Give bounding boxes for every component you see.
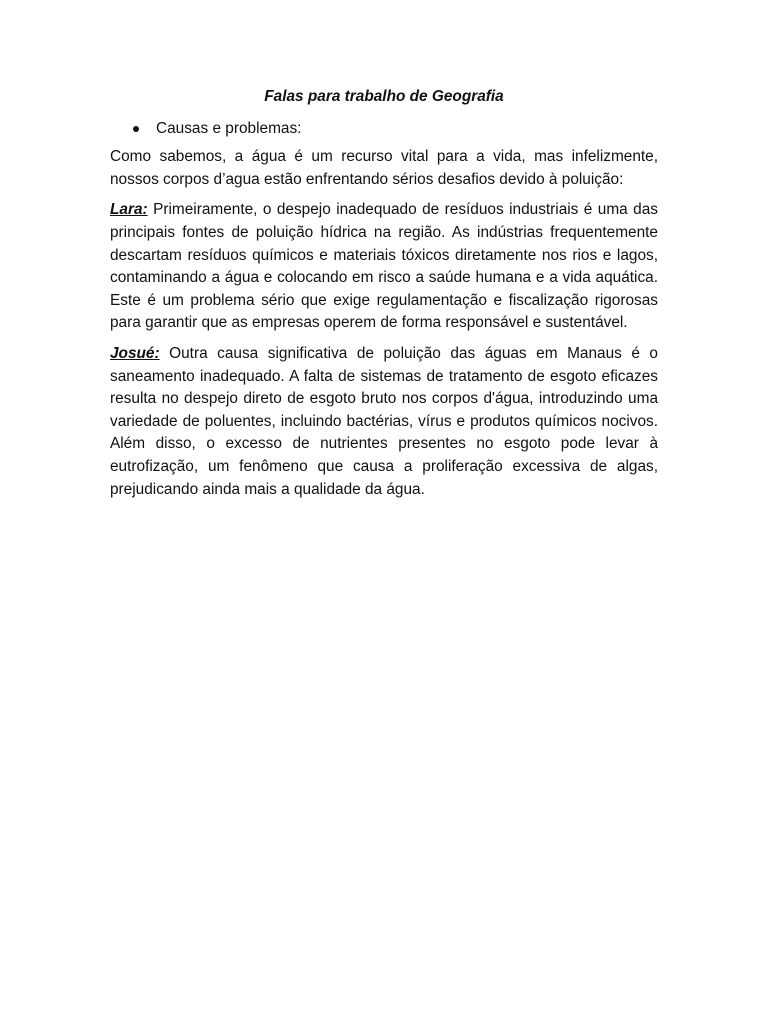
speech-text: Outra causa significativa de poluição das águas em Manaus é o saneamento inadequado. A falta de sistemas de tratamento de esgoto eficazes resulta no despejo direto de esgoto bruto nos corpos d'água, introduzindo uma variedade de poluentes, incluindo bactérias, vírus e produtos químicos nocivos. Além disso, o excesso de nutrientes presentes no esgoto pode levar à eutrofização, um fenômeno que causa a proliferação excessiva de algas, prejudicando ainda mais a qualidade da água.	[110, 344, 658, 498]
document-title: Falas para trabalho de Geografia	[264, 88, 504, 105]
document-content	[110, 86, 658, 509]
speaker-name-josue	[110, 345, 160, 362]
speech-paragraph-lara	[110, 199, 658, 335]
speaker-label: Josué	[110, 344, 155, 362]
bullet-text: Causas e problemas:	[156, 119, 302, 137]
intro-paragraph: Como sabemos, a água é um recurso vital para a vida, mas infelizmente, nossos corpos d’agua estão enfrentando sérios desafios devido à poluição:	[110, 148, 658, 188]
speech-text: Primeiramente, o despejo inadequado de resíduos industriais é uma das principais fontes de poluição hídrica na região. As indústrias frequentemente descartam resíduos químicos e materiais tóxicos diretamente nos rios e lagos, contaminando a água e colocando em risco a saúde humana e a vida aquática. Este é um problema sério que exige regulamentação e fiscalização rigorosas para garantir que as empresas operem de forma responsável e sustentável.	[110, 201, 658, 332]
speaker-label: Lara	[110, 201, 143, 219]
speaker-separator: :	[154, 344, 160, 362]
speaker-name-lara	[110, 201, 148, 218]
bullet-item	[110, 118, 658, 141]
speech-paragraph-josue	[110, 343, 658, 501]
bullet-dot-icon	[133, 126, 139, 132]
bullet-list	[110, 118, 658, 141]
speaker-separator: :	[142, 201, 148, 219]
